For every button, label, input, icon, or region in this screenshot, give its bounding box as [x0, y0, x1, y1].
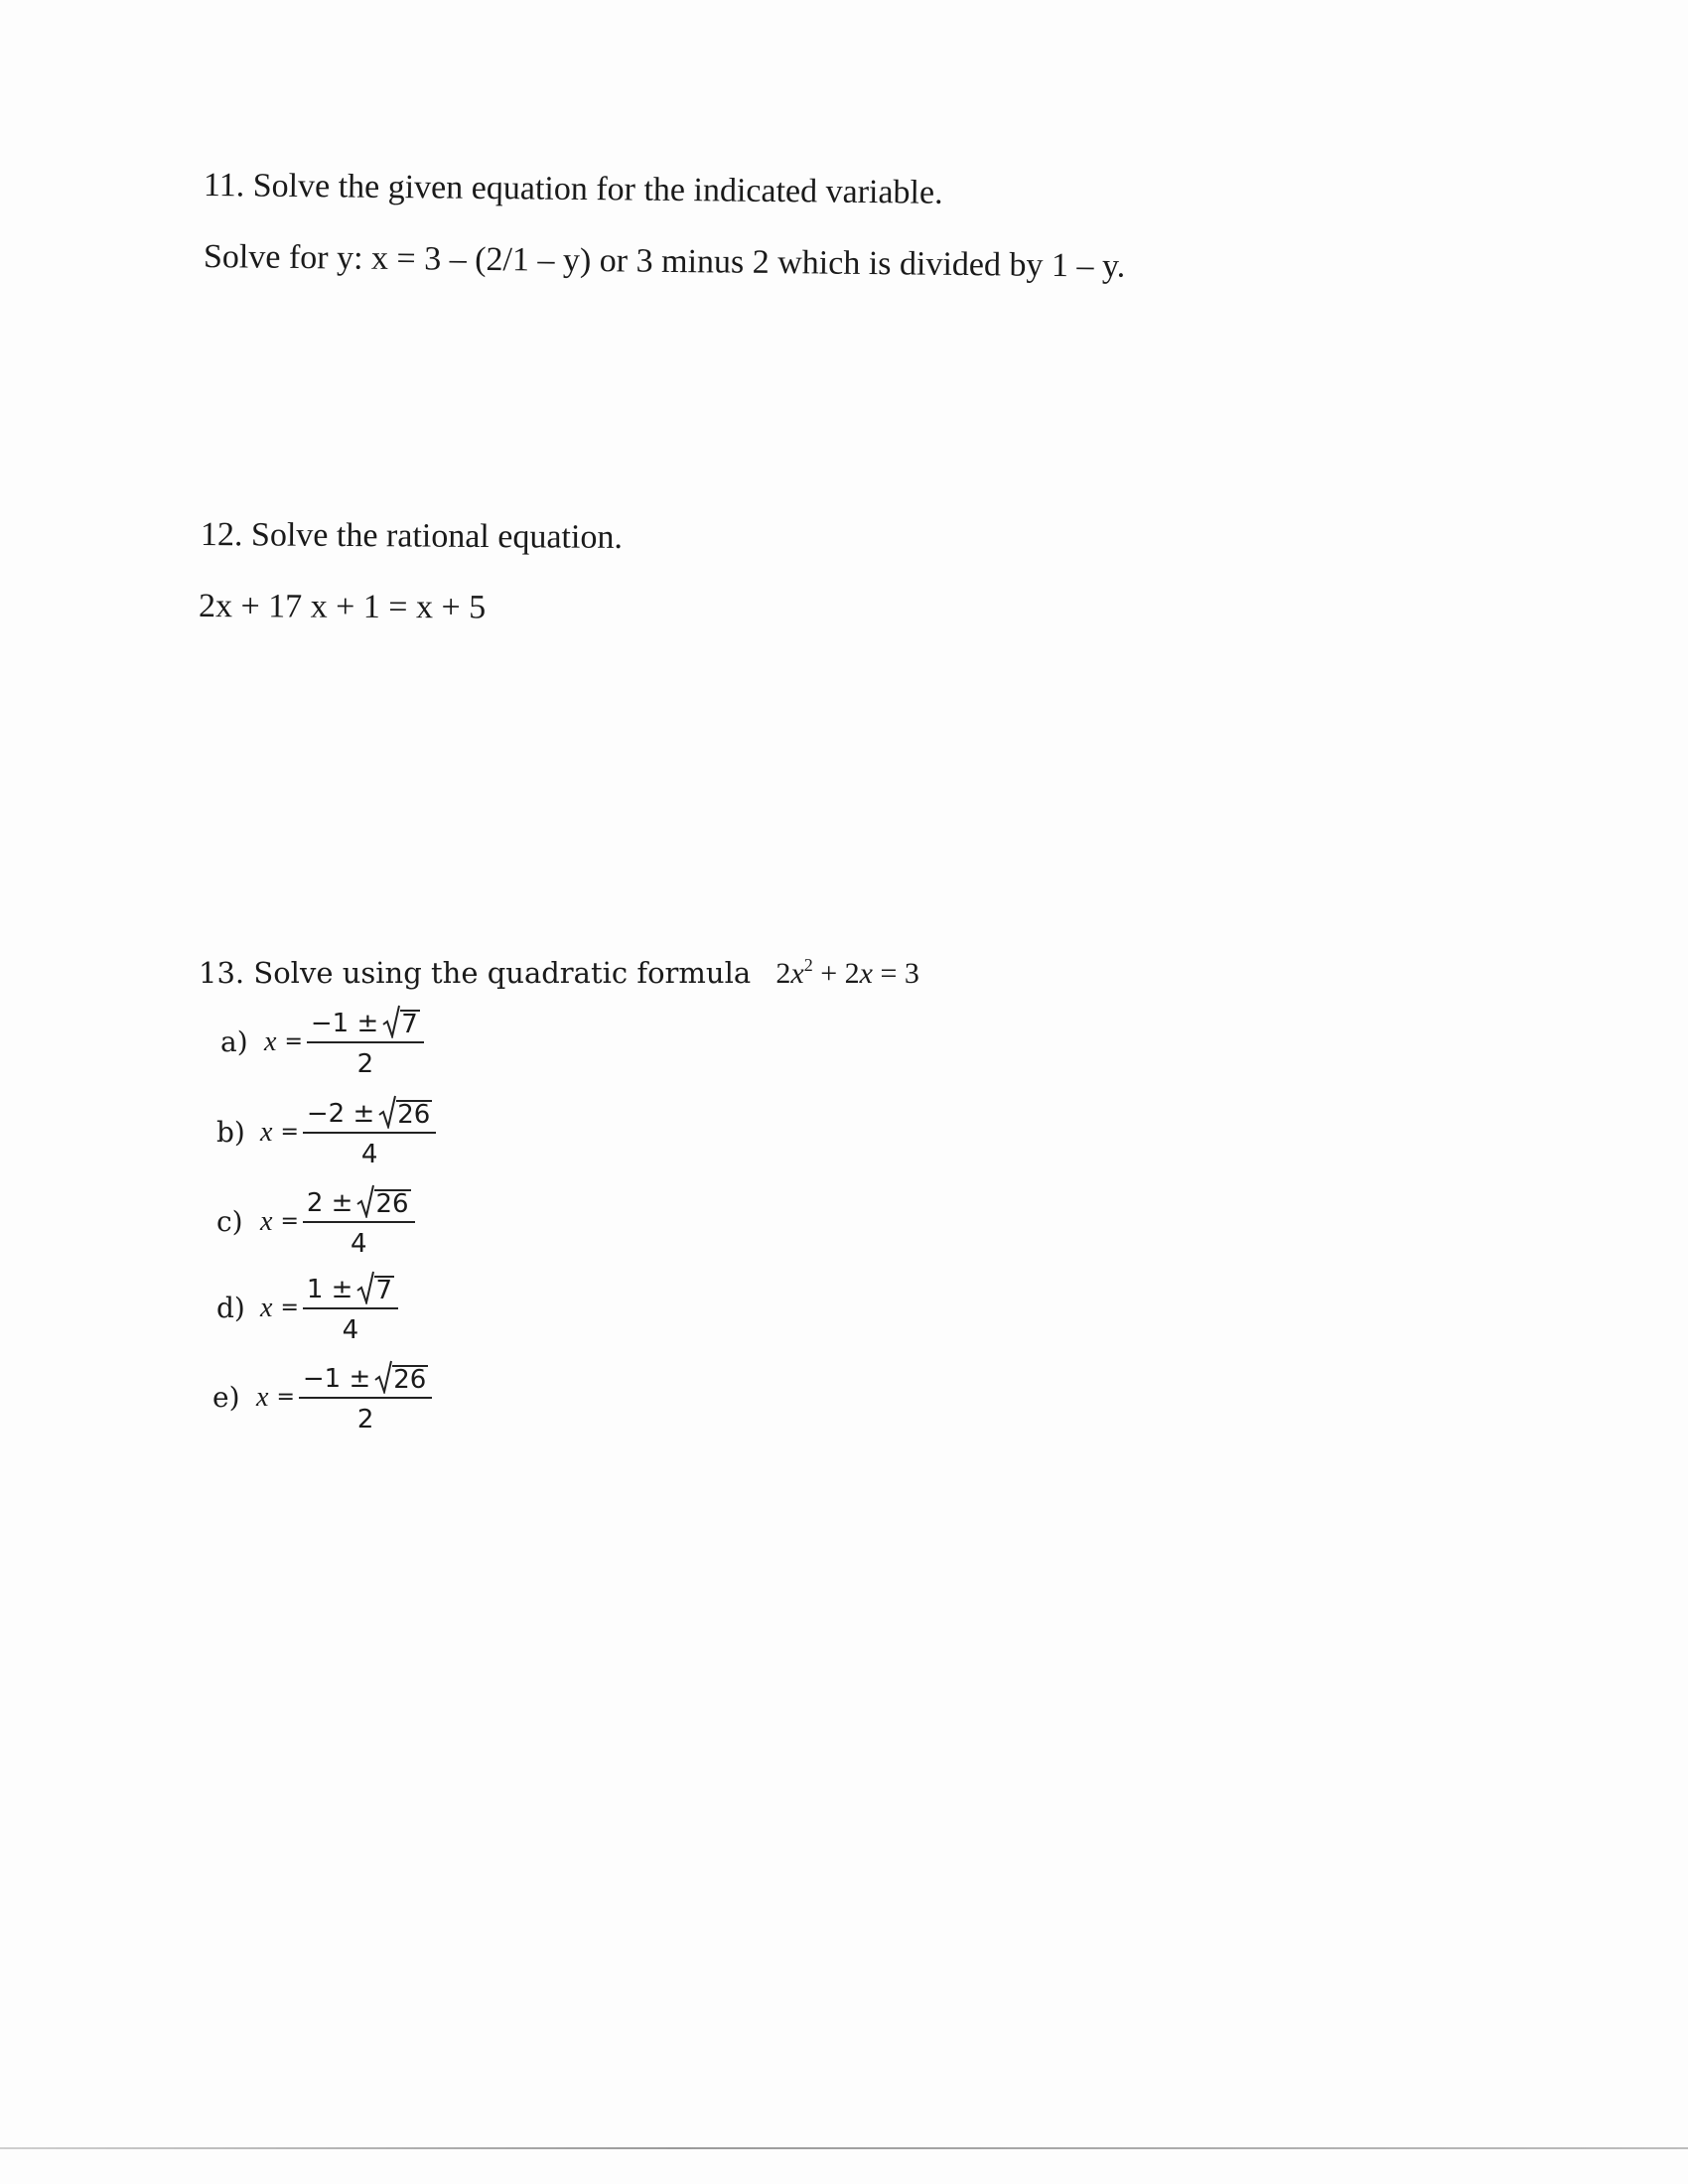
question-11-equation: Solve for y: x = 3 – (2/1 – y) or 3 minus 2 which is divided by 1 – y. — [203, 238, 1126, 285]
sqrt-radical — [378, 1095, 432, 1129]
sqrt-sign-icon — [356, 1271, 374, 1304]
option-c[interactable] — [216, 1184, 415, 1259]
option-variable: x — [264, 1025, 277, 1057]
fraction-numerator — [303, 1271, 398, 1309]
eq-coef: 2 — [775, 957, 791, 990]
fraction-denominator: 4 — [360, 1140, 378, 1169]
option-equals: = — [284, 1029, 303, 1054]
numerator-prefix: 1 ± — [306, 1275, 353, 1304]
numerator-prefix: 2 ± — [306, 1188, 353, 1218]
fraction-numerator — [303, 1095, 436, 1134]
option-equals: = — [276, 1385, 295, 1410]
question-12-title: 12. Solve the rational equation. — [200, 516, 624, 556]
option-letter: e) — [212, 1381, 240, 1414]
eq-exponent: 2 — [803, 955, 813, 975]
numerator-prefix: −2 ± — [306, 1099, 375, 1129]
option-d[interactable] — [216, 1271, 398, 1345]
fraction-numerator — [299, 1360, 432, 1399]
option-e[interactable] — [212, 1360, 432, 1434]
question-12-equation: 2x + 17 x + 1 = x + 5 — [198, 588, 487, 626]
radicand: 7 — [375, 1275, 393, 1305]
fraction-denominator: 2 — [356, 1405, 374, 1434]
option-equals: = — [280, 1120, 299, 1145]
sqrt-radical — [356, 1271, 394, 1304]
option-letter: d) — [216, 1292, 245, 1324]
fraction-denominator: 4 — [350, 1229, 367, 1259]
question-13-equation — [775, 957, 919, 990]
fraction-denominator: 2 — [356, 1049, 374, 1079]
radicand: 26 — [393, 1364, 427, 1395]
radicand: 26 — [375, 1188, 409, 1219]
option-variable: x — [256, 1381, 269, 1413]
fraction-denominator: 4 — [342, 1315, 359, 1345]
option-a[interactable] — [220, 1005, 424, 1079]
numerator-prefix: −1 ± — [310, 1009, 379, 1038]
sqrt-sign-icon — [378, 1095, 396, 1129]
option-variable: x — [260, 1116, 273, 1148]
scan-edge-divider — [0, 2147, 1688, 2149]
option-fraction — [299, 1360, 432, 1434]
sqrt-radical — [382, 1005, 420, 1038]
option-equals: = — [280, 1209, 299, 1234]
option-fraction — [303, 1184, 415, 1259]
option-fraction — [303, 1095, 436, 1169]
option-equals: = — [280, 1296, 299, 1320]
numerator-prefix: −1 ± — [302, 1364, 371, 1394]
option-letter: c) — [216, 1205, 243, 1238]
sqrt-sign-icon — [382, 1005, 400, 1038]
eq-var-2: x — [859, 957, 873, 990]
option-letter: a) — [220, 1025, 248, 1058]
question-13-title — [199, 955, 919, 991]
eq-plus-term: + 2 — [812, 957, 860, 990]
option-letter: b) — [216, 1116, 245, 1149]
sqrt-radical — [374, 1360, 428, 1394]
option-fraction — [307, 1005, 424, 1079]
radicand: 26 — [397, 1099, 431, 1130]
question-11-title: 11. Solve the given equation for the indicated variable. — [203, 167, 943, 211]
sqrt-sign-icon — [374, 1360, 392, 1394]
option-variable: x — [260, 1292, 273, 1323]
fraction-numerator — [307, 1005, 424, 1043]
radicand: 7 — [401, 1009, 418, 1039]
option-variable: x — [260, 1205, 273, 1237]
question-13-prompt: 13. Solve using the quadratic formula — [199, 956, 752, 990]
fraction-numerator — [303, 1184, 415, 1223]
sqrt-sign-icon — [356, 1184, 374, 1218]
option-b[interactable] — [216, 1095, 436, 1169]
eq-var: x — [790, 957, 804, 990]
sqrt-radical — [356, 1184, 410, 1218]
option-fraction — [303, 1271, 398, 1345]
eq-rhs: = 3 — [872, 957, 919, 990]
